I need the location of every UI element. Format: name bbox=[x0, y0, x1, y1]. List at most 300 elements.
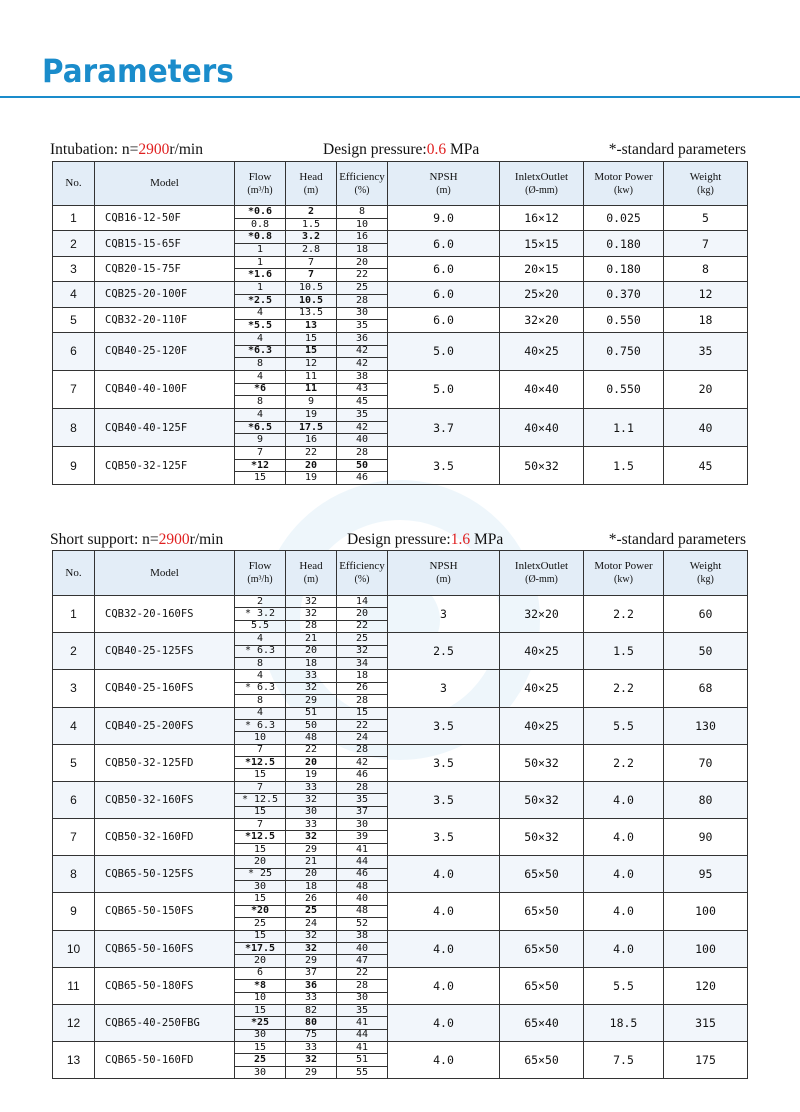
head-cell: 13 bbox=[286, 320, 337, 333]
head-cell: 32 bbox=[286, 682, 337, 694]
col-header-label: NPSH bbox=[429, 560, 458, 572]
row-number: 3 bbox=[53, 670, 95, 707]
io-cell: 65×50 bbox=[500, 930, 584, 967]
io-cell: 32×20 bbox=[500, 596, 584, 633]
npsh-cell: 3.5 bbox=[388, 744, 500, 781]
col-header-label: No. bbox=[65, 566, 82, 579]
flow-cell: 8 bbox=[235, 695, 286, 707]
head-cell: 2 bbox=[286, 206, 337, 219]
flow-cell: * 6.3 bbox=[235, 645, 286, 657]
head-cell: 29 bbox=[286, 955, 337, 967]
model-cell: CQB16-12-50F bbox=[95, 206, 235, 231]
npsh-cell: 4.0 bbox=[388, 893, 500, 930]
motor-cell: 18.5 bbox=[584, 1004, 664, 1041]
head-cell: 10.5 bbox=[286, 294, 337, 307]
motor-cell: 2.2 bbox=[584, 670, 664, 707]
npsh-cell: 3.7 bbox=[388, 409, 500, 447]
motor-cell: 4.0 bbox=[584, 781, 664, 818]
col-header-unit: (kw) bbox=[614, 574, 633, 585]
flow-cell: 15 bbox=[235, 1004, 286, 1016]
section1-pressure: Design pressure:0.6 MPa bbox=[323, 141, 480, 158]
head-cell: 12 bbox=[286, 358, 337, 371]
flow-cell: 2 bbox=[235, 596, 286, 608]
eff-cell: 40 bbox=[337, 942, 388, 954]
head-cell: 26 bbox=[286, 893, 337, 905]
eff-cell: 37 bbox=[337, 806, 388, 818]
row-number: 6 bbox=[53, 332, 95, 370]
header-row bbox=[53, 551, 748, 596]
eff-cell: 47 bbox=[337, 955, 388, 967]
model-cell: CQB65-40-250FBG bbox=[95, 1004, 235, 1041]
col-header-label: Efficiency bbox=[339, 170, 385, 183]
weight-cell: 8 bbox=[664, 256, 748, 281]
eff-cell: 39 bbox=[337, 831, 388, 843]
table-row bbox=[53, 967, 748, 979]
head-cell: 32 bbox=[286, 942, 337, 954]
head-cell: 51 bbox=[286, 707, 337, 719]
col-header-label: NPSH bbox=[429, 170, 458, 183]
col-header-unit: (Ø-mm) bbox=[525, 574, 558, 585]
motor-cell: 0.750 bbox=[584, 332, 664, 370]
head-cell: 9 bbox=[286, 396, 337, 409]
io-cell: 65×50 bbox=[500, 856, 584, 893]
flow-cell: 0.8 bbox=[235, 218, 286, 231]
eff-cell: 15 bbox=[337, 707, 388, 719]
head-cell: 7 bbox=[286, 269, 337, 282]
flow-cell: 7 bbox=[235, 447, 286, 460]
head-cell: 13.5 bbox=[286, 307, 337, 320]
weight-cell: 40 bbox=[664, 409, 748, 447]
head-cell: 37 bbox=[286, 967, 337, 979]
col-header-unit: (%) bbox=[354, 574, 370, 585]
eff-cell: 41 bbox=[337, 1017, 388, 1029]
head-cell: 11 bbox=[286, 383, 337, 396]
flow-cell: 30 bbox=[235, 1029, 286, 1041]
col-header-unit: (m) bbox=[303, 574, 319, 585]
npsh-cell: 3 bbox=[388, 596, 500, 633]
motor-cell: 4.0 bbox=[584, 856, 664, 893]
col-header-npsh bbox=[388, 551, 500, 596]
io-cell: 50×32 bbox=[500, 744, 584, 781]
col-header-model bbox=[95, 162, 235, 206]
npsh-cell: 3.5 bbox=[388, 781, 500, 818]
row-number: 3 bbox=[53, 256, 95, 281]
motor-cell: 0.550 bbox=[584, 307, 664, 332]
eff-cell: 35 bbox=[337, 794, 388, 806]
header-row bbox=[53, 162, 748, 206]
row-number: 12 bbox=[53, 1004, 95, 1041]
flow-cell: 15 bbox=[235, 843, 286, 855]
eff-cell: 26 bbox=[337, 682, 388, 694]
eff-cell: 22 bbox=[337, 269, 388, 282]
table-row bbox=[53, 1004, 748, 1016]
flow-cell: 15 bbox=[235, 769, 286, 781]
table-row bbox=[53, 744, 748, 756]
head-cell: 80 bbox=[286, 1017, 337, 1029]
npsh-cell: 5.0 bbox=[388, 370, 500, 408]
motor-cell: 0.370 bbox=[584, 282, 664, 307]
npsh-cell: 6.0 bbox=[388, 307, 500, 332]
weight-cell: 100 bbox=[664, 893, 748, 930]
head-cell: 82 bbox=[286, 1004, 337, 1016]
eff-cell: 30 bbox=[337, 307, 388, 320]
flow-cell: *2.5 bbox=[235, 294, 286, 307]
col-header-io bbox=[500, 162, 584, 206]
weight-cell: 130 bbox=[664, 707, 748, 744]
row-number: 8 bbox=[53, 856, 95, 893]
head-cell: 32 bbox=[286, 930, 337, 942]
flow-cell: 25 bbox=[235, 1054, 286, 1066]
io-cell: 32×20 bbox=[500, 307, 584, 332]
weight-cell: 80 bbox=[664, 781, 748, 818]
npsh-cell: 4.0 bbox=[388, 930, 500, 967]
model-cell: CQB65-50-150FS bbox=[95, 893, 235, 930]
flow-cell: 1 bbox=[235, 244, 286, 257]
npsh-cell: 3.5 bbox=[388, 707, 500, 744]
table-row bbox=[53, 781, 748, 793]
eff-cell: 52 bbox=[337, 918, 388, 930]
section2-note: *-standard parameters bbox=[608, 531, 746, 548]
row-number: 7 bbox=[53, 819, 95, 856]
table-row bbox=[53, 596, 748, 608]
weight-cell: 68 bbox=[664, 670, 748, 707]
eff-cell: 35 bbox=[337, 409, 388, 422]
flow-cell: 20 bbox=[235, 955, 286, 967]
io-cell: 65×40 bbox=[500, 1004, 584, 1041]
flow-cell: *12 bbox=[235, 459, 286, 472]
eff-cell: 38 bbox=[337, 370, 388, 383]
eff-cell: 46 bbox=[337, 769, 388, 781]
model-cell: CQB40-40-125F bbox=[95, 409, 235, 447]
eff-cell: 55 bbox=[337, 1066, 388, 1078]
col-header-unit: (kg) bbox=[697, 184, 714, 196]
col-header-eff bbox=[337, 162, 388, 206]
eff-cell: 28 bbox=[337, 744, 388, 756]
head-cell: 3.2 bbox=[286, 231, 337, 244]
col-header-model bbox=[95, 551, 235, 596]
flow-cell: 4 bbox=[235, 307, 286, 320]
title-divider bbox=[0, 96, 800, 98]
table-row bbox=[53, 307, 748, 320]
io-cell: 50×32 bbox=[500, 819, 584, 856]
page-title: Parameters bbox=[42, 52, 234, 90]
flow-cell: 15 bbox=[235, 806, 286, 818]
weight-cell: 50 bbox=[664, 633, 748, 670]
npsh-cell: 6.0 bbox=[388, 231, 500, 256]
eff-cell: 46 bbox=[337, 472, 388, 485]
head-cell: 32 bbox=[286, 608, 337, 620]
eff-cell: 28 bbox=[337, 447, 388, 460]
head-cell: 29 bbox=[286, 843, 337, 855]
row-number: 5 bbox=[53, 307, 95, 332]
io-cell: 25×20 bbox=[500, 282, 584, 307]
flow-cell: 1 bbox=[235, 282, 286, 295]
head-cell: 1.5 bbox=[286, 218, 337, 231]
model-cell: CQB15-15-65F bbox=[95, 231, 235, 256]
head-cell: 33 bbox=[286, 781, 337, 793]
model-cell: CQB40-25-160FS bbox=[95, 670, 235, 707]
io-cell: 50×32 bbox=[500, 447, 584, 485]
io-cell: 40×25 bbox=[500, 633, 584, 670]
weight-cell: 45 bbox=[664, 447, 748, 485]
row-number: 13 bbox=[53, 1042, 95, 1079]
motor-cell: 7.5 bbox=[584, 1042, 664, 1079]
table-row bbox=[53, 1042, 748, 1054]
weight-cell: 95 bbox=[664, 856, 748, 893]
io-cell: 20×15 bbox=[500, 256, 584, 281]
weight-cell: 7 bbox=[664, 231, 748, 256]
flow-cell: * 12.5 bbox=[235, 794, 286, 806]
flow-cell: 4 bbox=[235, 409, 286, 422]
flow-cell: 6 bbox=[235, 967, 286, 979]
col-header-no bbox=[53, 551, 95, 596]
col-header-unit: (Ø-mm) bbox=[525, 184, 558, 196]
eff-cell: 25 bbox=[337, 282, 388, 295]
weight-cell: 70 bbox=[664, 744, 748, 781]
head-cell: 11 bbox=[286, 370, 337, 383]
flow-cell: *6.5 bbox=[235, 421, 286, 434]
head-cell: 10.5 bbox=[286, 282, 337, 295]
row-number: 9 bbox=[53, 893, 95, 930]
row-number: 5 bbox=[53, 744, 95, 781]
eff-cell: 51 bbox=[337, 1054, 388, 1066]
head-cell: 16 bbox=[286, 434, 337, 447]
head-cell: 33 bbox=[286, 992, 337, 1004]
head-cell: 28 bbox=[286, 620, 337, 632]
head-cell: 20 bbox=[286, 459, 337, 472]
col-header-io bbox=[500, 551, 584, 596]
flow-cell: *25 bbox=[235, 1017, 286, 1029]
eff-cell: 32 bbox=[337, 645, 388, 657]
col-header-motor bbox=[584, 551, 664, 596]
eff-cell: 35 bbox=[337, 1004, 388, 1016]
flow-cell: 1 bbox=[235, 256, 286, 269]
head-cell: 15 bbox=[286, 345, 337, 358]
row-number: 1 bbox=[53, 596, 95, 633]
eff-cell: 20 bbox=[337, 256, 388, 269]
flow-cell: 4 bbox=[235, 370, 286, 383]
head-cell: 36 bbox=[286, 980, 337, 992]
model-cell: CQB40-25-125FS bbox=[95, 633, 235, 670]
col-header-unit: (m) bbox=[436, 574, 451, 585]
row-number: 7 bbox=[53, 370, 95, 408]
eff-cell: 30 bbox=[337, 819, 388, 831]
table-row bbox=[53, 370, 748, 383]
eff-cell: 43 bbox=[337, 383, 388, 396]
io-cell: 15×15 bbox=[500, 231, 584, 256]
npsh-cell: 4.0 bbox=[388, 967, 500, 1004]
eff-cell: 22 bbox=[337, 719, 388, 731]
model-cell: CQB40-25-120F bbox=[95, 332, 235, 370]
weight-cell: 60 bbox=[664, 596, 748, 633]
col-header-unit: (m) bbox=[303, 184, 319, 196]
flow-cell: 5.5 bbox=[235, 620, 286, 632]
col-header-unit: (kg) bbox=[697, 574, 714, 585]
eff-cell: 18 bbox=[337, 244, 388, 257]
io-cell: 40×25 bbox=[500, 670, 584, 707]
eff-cell: 28 bbox=[337, 695, 388, 707]
col-header-flow bbox=[235, 551, 286, 596]
eff-cell: 35 bbox=[337, 320, 388, 333]
model-cell: CQB40-25-200FS bbox=[95, 707, 235, 744]
col-header-label: Head bbox=[299, 560, 323, 572]
model-cell: CQB40-40-100F bbox=[95, 370, 235, 408]
head-cell: 75 bbox=[286, 1029, 337, 1041]
row-number: 2 bbox=[53, 231, 95, 256]
head-cell: 17.5 bbox=[286, 421, 337, 434]
head-cell: 19 bbox=[286, 769, 337, 781]
col-header-weight bbox=[664, 162, 748, 206]
motor-cell: 2.2 bbox=[584, 596, 664, 633]
col-header-label: Efficiency bbox=[339, 560, 385, 572]
section1-speed: Intubation: n=2900r/min bbox=[50, 141, 203, 158]
head-cell: 18 bbox=[286, 880, 337, 892]
eff-cell: 50 bbox=[337, 459, 388, 472]
col-header-label: Flow bbox=[248, 170, 272, 183]
weight-cell: 175 bbox=[664, 1042, 748, 1079]
flow-cell: 7 bbox=[235, 781, 286, 793]
row-number: 8 bbox=[53, 409, 95, 447]
io-cell: 65×50 bbox=[500, 967, 584, 1004]
npsh-cell: 3 bbox=[388, 670, 500, 707]
col-header-flow bbox=[235, 162, 286, 206]
flow-cell: 8 bbox=[235, 358, 286, 371]
col-header-unit: (m) bbox=[436, 184, 451, 196]
head-cell: 20 bbox=[286, 645, 337, 657]
weight-cell: 18 bbox=[664, 307, 748, 332]
flow-cell: *12.5 bbox=[235, 757, 286, 769]
table-row bbox=[53, 206, 748, 219]
eff-cell: 28 bbox=[337, 294, 388, 307]
eff-cell: 42 bbox=[337, 421, 388, 434]
flow-cell: * 25 bbox=[235, 868, 286, 880]
table-row bbox=[53, 707, 748, 719]
col-header-label: Motor Power bbox=[594, 560, 653, 572]
flow-cell: *12.5 bbox=[235, 831, 286, 843]
table-row bbox=[53, 819, 748, 831]
col-header-label: Flow bbox=[248, 560, 272, 572]
row-number: 9 bbox=[53, 447, 95, 485]
model-cell: CQB65-50-160FD bbox=[95, 1042, 235, 1079]
eff-cell: 44 bbox=[337, 1029, 388, 1041]
head-cell: 2.8 bbox=[286, 244, 337, 257]
table-row bbox=[53, 893, 748, 905]
eff-cell: 41 bbox=[337, 1042, 388, 1054]
model-cell: CQB50-32-125F bbox=[95, 447, 235, 485]
table-row bbox=[53, 231, 748, 244]
col-header-label: Head bbox=[299, 170, 323, 183]
flow-cell: 30 bbox=[235, 880, 286, 892]
flow-cell: *0.8 bbox=[235, 231, 286, 244]
io-cell: 65×50 bbox=[500, 893, 584, 930]
col-header-label: Motor Power bbox=[594, 170, 653, 183]
table-row bbox=[53, 670, 748, 682]
col-header-label: Model bbox=[150, 566, 179, 579]
model-cell: CQB65-50-180FS bbox=[95, 967, 235, 1004]
motor-cell: 4.0 bbox=[584, 893, 664, 930]
eff-cell: 14 bbox=[337, 596, 388, 608]
head-cell: 21 bbox=[286, 633, 337, 645]
row-number: 10 bbox=[53, 930, 95, 967]
table-row bbox=[53, 856, 748, 868]
eff-cell: 28 bbox=[337, 781, 388, 793]
head-cell: 32 bbox=[286, 794, 337, 806]
section1-note: *-standard parameters bbox=[608, 141, 746, 158]
weight-cell: 100 bbox=[664, 930, 748, 967]
eff-cell: 48 bbox=[337, 880, 388, 892]
model-cell: CQB20-15-75F bbox=[95, 256, 235, 281]
eff-cell: 40 bbox=[337, 434, 388, 447]
flow-cell: 15 bbox=[235, 472, 286, 485]
head-cell: 22 bbox=[286, 447, 337, 460]
eff-cell: 30 bbox=[337, 992, 388, 1004]
flow-cell: 7 bbox=[235, 744, 286, 756]
flow-cell: * 6.3 bbox=[235, 682, 286, 694]
eff-cell: 44 bbox=[337, 856, 388, 868]
head-cell: 19 bbox=[286, 409, 337, 422]
eff-cell: 34 bbox=[337, 657, 388, 669]
motor-cell: 1.1 bbox=[584, 409, 664, 447]
flow-cell: * 3.2 bbox=[235, 608, 286, 620]
model-cell: CQB65-50-160FS bbox=[95, 930, 235, 967]
weight-cell: 35 bbox=[664, 332, 748, 370]
head-cell: 20 bbox=[286, 757, 337, 769]
io-cell: 65×50 bbox=[500, 1042, 584, 1079]
flow-cell: 10 bbox=[235, 992, 286, 1004]
io-cell: 40×40 bbox=[500, 370, 584, 408]
col-header-head bbox=[286, 551, 337, 596]
head-cell: 20 bbox=[286, 868, 337, 880]
eff-cell: 22 bbox=[337, 620, 388, 632]
flow-cell: *0.6 bbox=[235, 206, 286, 219]
eff-cell: 41 bbox=[337, 843, 388, 855]
flow-cell: 15 bbox=[235, 930, 286, 942]
motor-cell: 0.180 bbox=[584, 231, 664, 256]
model-cell: CQB50-32-125FD bbox=[95, 744, 235, 781]
col-header-motor bbox=[584, 162, 664, 206]
col-header-unit: (m³/h) bbox=[247, 184, 273, 196]
head-cell: 50 bbox=[286, 719, 337, 731]
head-cell: 19 bbox=[286, 472, 337, 485]
weight-cell: 12 bbox=[664, 282, 748, 307]
head-cell: 48 bbox=[286, 732, 337, 744]
flow-cell: 15 bbox=[235, 893, 286, 905]
col-header-unit: (kw) bbox=[614, 184, 633, 196]
flow-cell: 10 bbox=[235, 732, 286, 744]
flow-cell: * 6.3 bbox=[235, 719, 286, 731]
eff-cell: 20 bbox=[337, 608, 388, 620]
section1-heading bbox=[50, 141, 746, 161]
flow-cell: 7 bbox=[235, 819, 286, 831]
flow-cell: *17.5 bbox=[235, 942, 286, 954]
model-cell: CQB50-32-160FD bbox=[95, 819, 235, 856]
motor-cell: 2.2 bbox=[584, 744, 664, 781]
head-cell: 7 bbox=[286, 256, 337, 269]
col-header-no bbox=[53, 162, 95, 206]
npsh-cell: 6.0 bbox=[388, 282, 500, 307]
row-number: 2 bbox=[53, 633, 95, 670]
eff-cell: 24 bbox=[337, 732, 388, 744]
eff-cell: 28 bbox=[337, 980, 388, 992]
model-cell: CQB32-20-110F bbox=[95, 307, 235, 332]
section2-speed: Short support: n=2900r/min bbox=[50, 531, 224, 548]
col-header-label: Weight bbox=[689, 170, 722, 183]
head-cell: 33 bbox=[286, 819, 337, 831]
eff-cell: 48 bbox=[337, 905, 388, 917]
col-header-unit: (%) bbox=[354, 184, 370, 196]
model-cell: CQB50-32-160FS bbox=[95, 781, 235, 818]
eff-cell: 18 bbox=[337, 670, 388, 682]
